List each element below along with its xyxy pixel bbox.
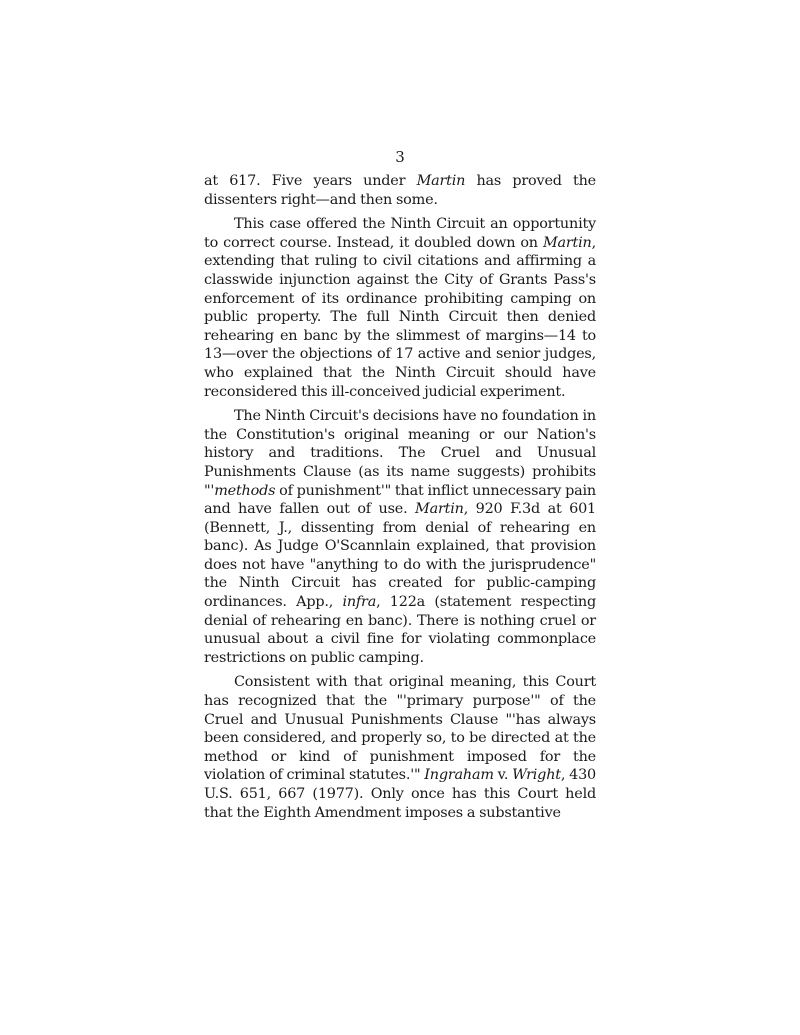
paragraph-4-text: v.	[493, 767, 513, 784]
page-number: 3	[395, 148, 405, 166]
paragraph-2-text: , extending that ruling to civil citations and affirming a classwide injunction against the City of Grants Pass's enforcement of its ordinance prohibiting camping on public property. The full Ninth Circuit then denied rehearing en banc by the slimmest of margins—14 to 13—over the objections of 17 active and senior judges, who explained that the Ninth Circuit should have reconsidered this ill-conceived judicial experiment.	[204, 234, 596, 400]
paragraph-3-text: The Ninth Circuit's decisions have no foundation in the Constitution's original meaning or our Nation's history and traditions. The Cruel and Unusual Punishments Clause (as its name suggests) prohibits "'	[204, 408, 596, 499]
paragraph-1-text: has proved the dissenters right—and then some.	[204, 173, 596, 208]
citation-infra: infra	[342, 594, 377, 611]
paragraph-1-text: at 617. Five years under	[204, 173, 417, 189]
case-name-martin: Martin	[416, 173, 466, 189]
case-name-martin: Martin	[542, 234, 592, 251]
paragraph-2	[204, 215, 596, 401]
paragraph-4-text: Consistent with that original meaning, this Court has recognized that the "'primary purpose'" of the Cruel and Unusual Punishments Clause "'has always been considered, and properly so, to be directed at the method or kind of punishment imposed for the violation of criminal statutes.'"	[204, 674, 596, 784]
document-page	[204, 146, 596, 828]
emphasis-methods: methods	[214, 482, 276, 499]
paragraph-3-text: , 122a (statement respecting denial of rehearing en banc). There is nothing cruel or unusual about a civil fine for violating commonplace restrictions on public camping.	[204, 594, 596, 666]
case-name-martin: Martin	[415, 501, 464, 518]
paragraph-4-text: , 430 U.S. 651, 667 (1977). Only once has this Court held that the Eighth Amendment imposes a substantive	[204, 767, 596, 821]
paragraph-3-text: , 920 F.3d at 601 (Bennett, J., dissenting from denial of rehearing en banc). As Judge O'Scannlain explained, that provision does not have "anything to do with the jurisprudence" the Ninth Circuit has created for public-camping ordinances. App.,	[204, 501, 596, 611]
case-name-ingraham: Ingraham	[424, 767, 494, 784]
paragraph-4	[204, 673, 596, 822]
case-name-wright: Wright	[512, 767, 561, 784]
paragraph-3-text: of punishment'" that inflict unnecessary pain and have fallen out of use.	[204, 482, 596, 518]
paragraph-3	[204, 407, 596, 667]
paragraph-1	[204, 172, 596, 209]
paragraph-2-text: This case offered the Ninth Circuit an opportunity to correct course. Instead, it doubled down on	[204, 216, 596, 251]
